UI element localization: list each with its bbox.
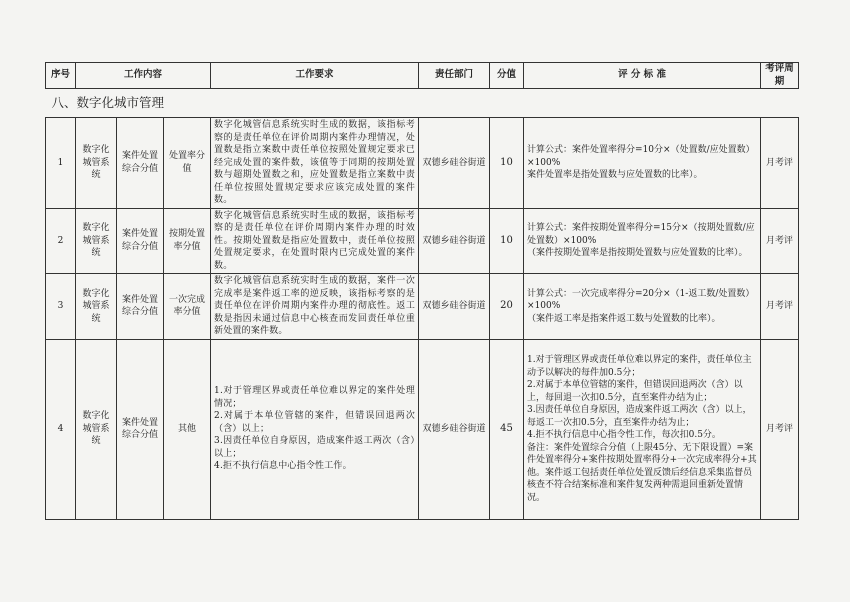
row-system: 数字化城管系统 [76, 208, 117, 274]
row-standard [524, 274, 761, 340]
requirement-line: 3.因责任单位自身原因，造成案件返工两次（含）以上； [214, 436, 416, 459]
row-score: 45 [490, 339, 524, 519]
header-period: 考评周期 [761, 63, 799, 89]
standard-line: 计算公式：案件按期处置率得分=15分×（按期处置数/应处置数）×100% [527, 223, 755, 246]
table-row [46, 208, 799, 274]
standard-line: 1.对于管理区界或责任单位难以界定的案件，责任单位主动予以解决的每件加0.5分； [527, 355, 752, 378]
table-row [46, 118, 799, 209]
standard-line: 2.对属于本单位管辖的案件，但错误回退两次（含）以上，每回退一次扣0.5分，直至案件办结为止； [527, 380, 743, 403]
standard-line: 4.拒不执行信息中心指令性工作，每次扣0.5分。 [527, 430, 721, 440]
row-no: 2 [46, 208, 76, 274]
row-item: 一次完成率分值 [164, 274, 211, 340]
row-item: 其他 [164, 339, 211, 519]
row-no: 3 [46, 274, 76, 340]
standard-line: （案件按期处置率是指按期处置数与应处置数的比率）。 [527, 248, 748, 258]
assessment-table [45, 62, 799, 520]
standard-line: 3.因责任单位自身原因，造成案件返工两次（含）以上，每返工一次扣0.5分，直至案件办结为止； [527, 405, 752, 428]
row-requirement: 数字化城管信息系统实时生成的数据，案件一次完成率是案件返工率的逆反映，该指标考察的是责任单位在评价周期内案件办理的彻底性。返工数是指因未通过信息中心核查而发回责任单位重新处置的案件数。 [211, 274, 419, 340]
requirement-line: 1.对于管理区界或责任单位难以界定的案件处理情况； [214, 386, 416, 409]
standard-line: 备注：案件处置综合分值（上限45分、无下限设置）=案件处置率得分+案件按期处置率得分+一次完成率得分+其他。案件返工包括责任单位处置反馈后经信息采集监督员核查不符合结案标准和案件复发两种需退回重新处置情况。 [527, 442, 757, 503]
row-score: 20 [490, 274, 524, 340]
row-category: 案件处置综合分值 [117, 208, 164, 274]
header-requirement: 工作要求 [211, 63, 419, 89]
row-period: 月考评 [761, 118, 799, 209]
row-category: 案件处置综合分值 [117, 118, 164, 209]
row-department: 双德乡硅谷街道 [419, 118, 490, 209]
section-title: 八、数字化城市管理 [46, 89, 799, 118]
table-row [46, 339, 799, 519]
row-no: 4 [46, 339, 76, 519]
header-content: 工作内容 [76, 63, 211, 89]
row-requirement [211, 339, 419, 519]
standard-line: 计算公式：一次完成率得分=20分×（1-返工数/处置数）×100% [527, 288, 755, 311]
row-standard [524, 208, 761, 274]
row-system: 数字化城管系统 [76, 118, 117, 209]
row-standard [524, 118, 761, 209]
row-category: 案件处置综合分值 [117, 339, 164, 519]
standard-line: 计算公式：案件处置率得分=10分×（处置数/应处置数）×100% [527, 145, 755, 168]
row-period: 月考评 [761, 208, 799, 274]
standard-line: 案件处置率是指处置数与应处置数的比率）。 [527, 170, 703, 180]
requirement-line: 4.拒不执行信息中心指令性工作。 [214, 461, 352, 472]
row-department: 双德乡硅谷街道 [419, 339, 490, 519]
row-standard [524, 339, 761, 519]
requirement-line: 2.对属于本单位管辖的案件，但错误回退两次（含）以上； [214, 411, 416, 434]
row-item: 按期处置率分值 [164, 208, 211, 274]
row-system: 数字化城管系统 [76, 274, 117, 340]
row-department: 双德乡硅谷街道 [419, 274, 490, 340]
header-standard: 评 分 标 准 [524, 63, 761, 89]
row-department: 双德乡硅谷街道 [419, 208, 490, 274]
assessment-table-sheet [45, 62, 798, 520]
row-system: 数字化城管系统 [76, 339, 117, 519]
row-score: 10 [490, 208, 524, 274]
header-row [46, 63, 799, 89]
header-no: 序号 [46, 63, 76, 89]
header-department: 责任部门 [419, 63, 490, 89]
section-row [46, 89, 799, 118]
row-period: 月考评 [761, 339, 799, 519]
row-period: 月考评 [761, 274, 799, 340]
row-no: 1 [46, 118, 76, 209]
header-score: 分值 [490, 63, 524, 89]
row-score: 10 [490, 118, 524, 209]
standard-line: （案件返工率是指案件返工数与处置数的比率）。 [527, 313, 721, 324]
row-category: 案件处置综合分值 [117, 274, 164, 340]
row-item: 处置率分值 [164, 118, 211, 209]
table-row [46, 274, 799, 340]
row-requirement: 数字化城管信息系统实时生成的数据，该指标考察的是责任单位在评价周期内案件办理的时效性。按期处置数是指应处置数中，责任单位按照处置规定要求，在处置时限内已完成处置的案件数。 [211, 208, 419, 274]
row-requirement: 数字化城管信息系统实时生成的数据，该指标考察的是责任单位在评价周期内案件办理情况，处置数是指立案数中责任单位按照处置规定要求已经完成处置的案件数，该值等于同期的按期处置数与超期处置数之和，应处置数是指立案数中责任单位按照处置规定要求应该完成处置的案件数。 [211, 118, 419, 209]
